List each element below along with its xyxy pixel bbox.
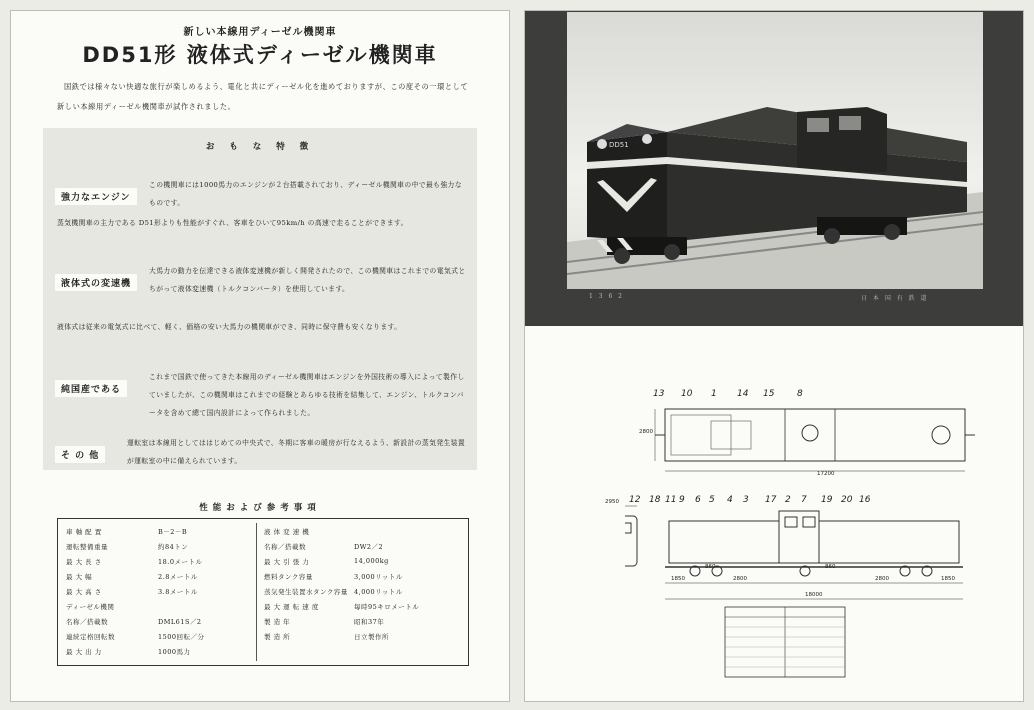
spec-label: 製 造 所: [264, 633, 291, 641]
diagram-callout: 14: [737, 389, 749, 399]
spec-value: DW2／2: [354, 543, 384, 551]
spec-label: ディーゼル機関: [66, 603, 115, 611]
spec-label: 車 軸 配 置: [66, 528, 102, 536]
dim-d5: 860: [705, 564, 716, 570]
feature-label-other: そ の 他: [55, 446, 105, 463]
spec-label: 名称／搭載数: [66, 618, 108, 626]
dim-top-width: 2800: [639, 429, 653, 435]
diagram-callout: 15: [763, 389, 775, 399]
features-heading: お も な 特 徴: [205, 142, 315, 152]
spec-label: 蒸気発生装置水タンク容量: [264, 588, 348, 596]
spec-table: [57, 518, 469, 666]
spec-value: 18.0メートル: [158, 558, 203, 566]
diagram-callout: 7: [801, 495, 807, 505]
spec-value: 14,000kg: [354, 557, 389, 565]
spec-label: 名称／搭載数: [264, 543, 306, 551]
spec-label: 製 造 年: [264, 618, 291, 626]
diagram-callout: 17: [765, 495, 777, 505]
dim-d3: 1850: [941, 576, 955, 582]
feature-label-engine: 強力なエンジン: [55, 188, 137, 205]
feature-text-transmission: 大馬力の動力を伝達できる液体変速機が新しく開発されたので、この機関車はこれまでの電気式とちがって液体変速機（トルクコンバータ）を使用しています。: [149, 267, 466, 293]
diagram-callout: 3: [743, 495, 749, 505]
spec-label: 最 大 出 力: [66, 648, 102, 656]
photo-caption-left: 1 3 6 2: [589, 293, 624, 300]
diagram-callout: 18: [649, 495, 661, 505]
diagram-callout: 10: [681, 389, 693, 399]
page-title: DD51形 液体式ディーゼル機関車: [82, 43, 438, 67]
diagram-callout: 12: [629, 495, 641, 505]
diagram-callout: 19: [821, 495, 833, 505]
feature-text-transmission-2: 液体式は従来の電気式に比べて、軽く、価格の安い大馬力の機関車ができ、同時に保守費も安くなります。: [57, 323, 402, 331]
spec-value: 1000馬力: [158, 648, 191, 656]
spec-label: 最 大 引 張 力: [264, 558, 310, 566]
feature-text-domestic: これまで国鉄で使ってきた本線用のディーゼル機関車はエンジンを外国技術の導入によって製作していましたが、この機関車はこれまでの経験とあらゆる技術を結集して、エンジン、トルクコンバータを含めて總て国内設計によって作られました。: [149, 373, 465, 417]
spec-value: 4,000リットル: [354, 588, 403, 596]
intro-paragraph: 国鉄では様々ない快適な旅行が楽しめるよう、電化と共にディーゼル化を進めておりますが、この度その一環として新しい本線用ディーゼル機関車が試作されました。: [57, 82, 469, 111]
illustration-page: [524, 10, 1024, 702]
dim-top-length: 17200: [817, 471, 835, 477]
spec-value: 昭和37年: [354, 618, 385, 626]
spec-label: 燃料タンク容量: [264, 573, 313, 581]
spec-sheet-page: [10, 10, 510, 702]
spec-value: 毎時95キロメートル: [354, 603, 420, 611]
diagram-callout: 6: [695, 495, 701, 505]
spec-value: 3,000リットル: [354, 573, 403, 581]
diagram-callout: 1: [711, 389, 717, 399]
spec-value: 日立製作所: [354, 633, 389, 641]
diagram-callout: 9: [679, 495, 685, 505]
dim-d6: 860: [825, 564, 836, 570]
diagram-callout: 16: [859, 495, 871, 505]
feature-text-other: 運転室は本線用としてははじめての中央式で、冬期に客車の暖房が行なえるよう、新設計の蒸気発生装置が運転室の中に備えられています。: [127, 439, 466, 465]
spec-label: 運転整備重量: [66, 543, 108, 551]
spec-label: 最 大 長 さ: [66, 558, 102, 566]
spec-value: 1500回転／分: [158, 633, 205, 641]
diagram-callout: 8: [797, 389, 803, 399]
features-panel: [43, 128, 477, 470]
diagram-callout: 20: [841, 495, 853, 505]
spec-label: 液 体 変 速 機: [264, 528, 310, 536]
spec-value: 2.8メートル: [158, 573, 198, 581]
diagram-callout: 13: [653, 389, 665, 399]
spec-label: 最 大 運 転 速 度: [264, 603, 319, 611]
page-subtitle: 新しい本線用ディーゼル機関車: [183, 27, 337, 38]
locomotive-diagram: [605, 371, 985, 691]
diagram-callout: 11: [665, 495, 677, 505]
diagram-callout: 2: [785, 495, 791, 505]
spec-value: B－2－B: [158, 528, 188, 536]
photo-frame: [525, 11, 1023, 326]
dim-total-length: 18000: [805, 592, 823, 598]
diagram-callout: 5: [709, 495, 715, 505]
feature-text-engine: この機関車には1000馬力のエンジンが２台搭載されており、ディーゼル機関車の中で最も強力なものです。: [149, 181, 462, 207]
diagram-callout: 4: [727, 495, 733, 505]
spec-value: 約84トン: [158, 543, 189, 551]
dim-front-width: 2950: [605, 499, 619, 505]
spec-label: 最 大 高 さ: [66, 588, 102, 596]
dim-d1: 1850: [671, 576, 685, 582]
spec-value: 3.8メートル: [158, 588, 198, 596]
spec-value: DML61S／2: [158, 618, 202, 626]
spec-heading: 性能および参考事項: [199, 503, 321, 513]
feature-text-engine-2: 蒸気機関車の主力である D51形よりも性能がすぐれ、客車をひいて95km/h の高速で走ることができます。: [57, 219, 408, 227]
spec-label: 最 大 幅: [66, 573, 93, 581]
number-plate: DD51: [609, 141, 629, 149]
feature-label-domestic: 純国産である: [55, 380, 127, 397]
spec-divider: [256, 523, 257, 661]
dim-d2: 2800: [733, 576, 747, 582]
photo-caption-right: 日 本 国 有 鉄 道: [861, 295, 929, 302]
feature-label-transmission: 液体式の変速機: [55, 274, 137, 291]
locomotive-photo: [567, 12, 983, 289]
dim-d4: 2800: [875, 576, 889, 582]
spec-label: 連続定格回転数: [66, 633, 115, 641]
